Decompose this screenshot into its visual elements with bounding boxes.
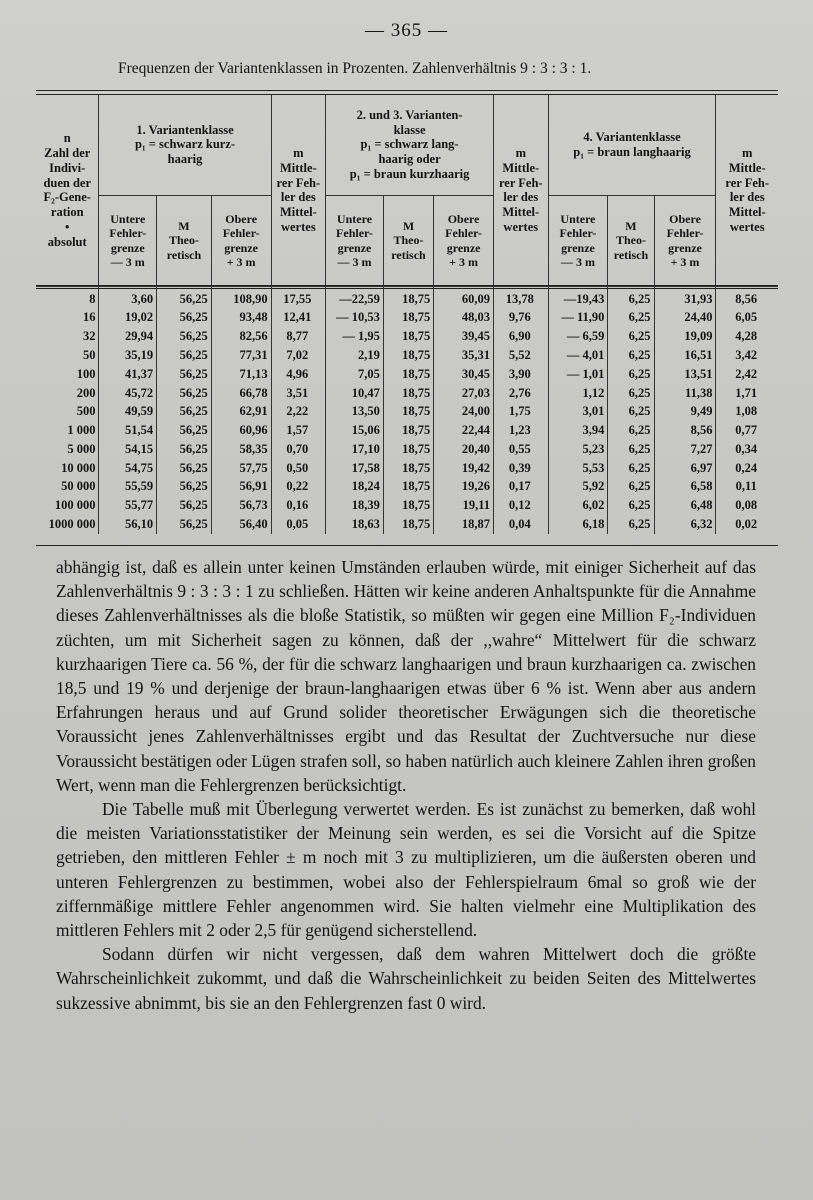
table-cell: 41,37 [99,365,157,384]
table-cell: 9,49 [654,402,716,421]
table-cell: —22,59 [326,286,384,308]
table-cell: 0,05 [271,515,326,534]
table-cell: 18,75 [383,383,433,402]
table-cell: 24,40 [654,308,716,327]
table-cell: 1,75 [494,402,549,421]
table-cell: 20,40 [434,440,494,459]
table-row [36,327,778,346]
table-row [36,286,778,308]
table-cell: 3,94 [548,421,608,440]
table-cell: 19,09 [654,327,716,346]
table-cell: 18,75 [383,365,433,384]
table-bottom-rule [36,545,778,546]
table-cell: 0,77 [716,421,778,440]
table-cell: 6,18 [548,515,608,534]
table-cell: 0,02 [716,515,778,534]
table-cell: 56,25 [157,459,212,478]
table-cell: 49,59 [99,402,157,421]
table-cell: 6,90 [494,327,549,346]
table-cell: 0,08 [716,496,778,515]
table-cell: 0,16 [271,496,326,515]
table-cell: 0,24 [716,459,778,478]
table-cell: 5,53 [548,459,608,478]
table-cell: 6,25 [608,383,654,402]
paragraph: Die Tabelle muß mit Überlegung verwertet werden. Es ist zunächst zu bemerken, daß wohl die meisten Variationsstatistiker der Meinung sein werden, es sei die Vorsicht auf die Spitze getrieben, den mittleren Fehler ± m noch mit 3 zu multiplizieren, um die äußersten oberen und unteren Fehlergrenzen zu bestimmen, wobei also der Fehlerspielraum 6mal so groß wie der ziffernmäßige mittlere Fehler angenommen wird. Sie halten vielmehr eine Multiplikation des mittleren Fehlers mit 2 oder 2,5 für genügend sicherstellend. [56,799,756,941]
frequency-table [36,95,778,534]
table-cell: 15,06 [326,421,384,440]
table-cell: 55,59 [99,477,157,496]
table-cell: 0,12 [494,496,549,515]
table-cell: 48,03 [434,308,494,327]
table-cell: 56,25 [157,286,212,308]
table-cell: 18,75 [383,402,433,421]
header-upper-limit: Obere Fehler- grenze + 3 m [211,195,271,286]
table-cell: 6,25 [608,477,654,496]
table-cell: 6,48 [654,496,716,515]
table-cell: 35,19 [99,346,157,365]
table-cell: 1,57 [271,421,326,440]
table-cell: 18,75 [383,327,433,346]
table-cell: 6,25 [608,308,654,327]
table-cell: 5,52 [494,346,549,365]
table-caption: Frequenzen der Variantenklassen in Prozenten. Zahlenverhältnis 9 : 3 : 3 : 1. [118,60,592,77]
table-cell: 2,22 [271,402,326,421]
header-upper-limit: Obere Fehler- grenze + 3 m [434,195,494,286]
table-cell: 0,22 [271,477,326,496]
table-cell: 19,42 [434,459,494,478]
table-cell: 56,25 [157,496,212,515]
table-cell: 62,91 [211,402,271,421]
header-lower-limit: Untere Fehler- grenze — 3 m [99,195,157,286]
table-row [36,365,778,384]
table-cell: 1000 000 [36,515,99,534]
table-top-rule [36,90,778,91]
table-cell: 77,31 [211,346,271,365]
table-cell: 56,25 [157,440,212,459]
table-cell: 56,25 [157,383,212,402]
table-cell: 12,41 [271,308,326,327]
table-cell: — 1,01 [548,365,608,384]
table-cell: 6,25 [608,286,654,308]
header-lower-limit: Untere Fehler- grenze — 3 m [548,195,608,286]
table-cell: 0,04 [494,515,549,534]
table-cell: 56,25 [157,365,212,384]
table-cell: 18,75 [383,477,433,496]
table-cell: 17,55 [271,286,326,308]
table-cell: 56,91 [211,477,271,496]
table-cell: 17,10 [326,440,384,459]
table-cell: —19,43 [548,286,608,308]
header-theoretical: M Theo- retisch [157,195,212,286]
table-cell: 6,05 [716,308,778,327]
header-class-4: 4. Variantenklasse p₁ = braun langhaarig [548,95,716,195]
table-cell: 18,63 [326,515,384,534]
table-cell: 0,34 [716,440,778,459]
page-number: — 365 — [365,20,448,41]
table-cell: 200 [36,383,99,402]
table-cell: 56,25 [157,515,212,534]
table-cell: 6,25 [608,327,654,346]
table-cell: 56,40 [211,515,271,534]
table-cell: 6,97 [654,459,716,478]
table-cell: 13,78 [494,286,549,308]
table-cell: 16,51 [654,346,716,365]
table-cell: 82,56 [211,327,271,346]
table-cell: 3,51 [271,383,326,402]
table-cell: 71,13 [211,365,271,384]
header-n-column: n Zahl der Indivi- duen der F₂-Gene- ration • absolut [36,95,99,286]
table-cell: 56,25 [157,402,212,421]
table-cell: 56,25 [157,346,212,365]
table-cell: 18,87 [434,515,494,534]
table-cell: 18,39 [326,496,384,515]
table-cell: 3,42 [716,346,778,365]
table-cell: 56,10 [99,515,157,534]
table-cell: 18,75 [383,515,433,534]
table-cell: 0,17 [494,477,549,496]
table-cell: 2,42 [716,365,778,384]
table-cell: 60,96 [211,421,271,440]
table-cell: 45,72 [99,383,157,402]
table-cell: 3,60 [99,286,157,308]
table-cell: 16 [36,308,99,327]
paragraph: abhängig ist, daß es allein unter keinen Umständen erlauben würde, mit einiger Sicherheit auf das Zahlenverhältnis 9 : 3 : 3 : 1 zu schließen. Hätten wir keine anderen Anhaltspunkte für die Annahme dieses Zahlenverhältnisses als die bloße Statistik, so müßten wir gegen eine Million F₂-Individuen züchten, um mit Sicherheit sagen zu können, daß der ,,wahre“ Mittelwert für die schwarz kurzhaarigen Tiere ca. 56 %, der für die schwarz langhaarigen und braun kurzhaarigen ca. zwischen 18,5 und 19 % und derjenige der braun-langhaarigen etwas über 6 % ist. Wenn aber aus andern Erfahrungen heraus und auf Grund solider theoretischer Erwägungen sich die theoretische Voraussicht jenes Zahlenverhältnisses ergibt und das Resultat der Zuchtversuche nur diese Voraussicht bestätigen oder Lügen strafen soll, so haben natürlich auch kleinere Zahlen ihren großen Wert, wenn man die Fehlergrenzen berücksichtigt. [56,557,756,795]
table-cell: — 10,53 [326,308,384,327]
table-cell: 3,01 [548,402,608,421]
table-cell: — 4,01 [548,346,608,365]
table-cell: 100 [36,365,99,384]
header-m-column: m Mittle- rer Feh- ler des Mittel- wertes [271,95,326,286]
table-cell: 13,51 [654,365,716,384]
table-cell: 56,73 [211,496,271,515]
table-row [36,402,778,421]
table-cell: 66,78 [211,383,271,402]
table-row [36,459,778,478]
table-cell: 57,75 [211,459,271,478]
header-m-column: m Mittle- rer Feh- ler des Mittel- wertes [716,95,778,286]
table-cell: 0,70 [271,440,326,459]
table-row [36,421,778,440]
table-row [36,496,778,515]
table-cell: 5 000 [36,440,99,459]
table-cell: 56,25 [157,477,212,496]
table-cell: 60,09 [434,286,494,308]
table-cell: 10 000 [36,459,99,478]
table-cell: 2,19 [326,346,384,365]
header-lower-limit: Untere Fehler- grenze — 3 m [326,195,384,286]
table-cell: 51,54 [99,421,157,440]
table-cell: 54,15 [99,440,157,459]
table-cell: 8,56 [716,286,778,308]
table-cell: 18,75 [383,459,433,478]
table-cell: 2,76 [494,383,549,402]
header-class-1: 1. Variantenklasse p₁ = schwarz kurz- haarig [99,95,271,195]
table-cell: 100 000 [36,496,99,515]
table-cell: 4,96 [271,365,326,384]
table-cell: 19,11 [434,496,494,515]
table-cell: 5,92 [548,477,608,496]
header-upper-limit: Obere Fehler- grenze + 3 m [654,195,716,286]
table-row [36,308,778,327]
table-cell: 39,45 [434,327,494,346]
table-cell: 6,25 [608,515,654,534]
table-cell: 27,03 [434,383,494,402]
table-cell: 32 [36,327,99,346]
table-cell: 7,27 [654,440,716,459]
table-cell: 8 [36,286,99,308]
table-cell: 7,02 [271,346,326,365]
table-cell: 54,75 [99,459,157,478]
table-cell: 7,05 [326,365,384,384]
header-theoretical: M Theo- retisch [383,195,433,286]
table-cell: 1,71 [716,383,778,402]
table-cell: 6,25 [608,421,654,440]
table-cell: 500 [36,402,99,421]
table-cell: 3,90 [494,365,549,384]
table-cell: 58,35 [211,440,271,459]
table-cell: 1 000 [36,421,99,440]
table-cell: 6,25 [608,402,654,421]
table-cell: — 6,59 [548,327,608,346]
table-cell: 6,25 [608,459,654,478]
table-cell: 6,32 [654,515,716,534]
table-cell: 29,94 [99,327,157,346]
table-cell: 18,75 [383,440,433,459]
table-cell: 18,75 [383,496,433,515]
table-row [36,383,778,402]
table-cell: 108,90 [211,286,271,308]
table-cell: 18,75 [383,421,433,440]
table-cell: 31,93 [654,286,716,308]
table-row [36,440,778,459]
table-cell: 35,31 [434,346,494,365]
table-cell: 1,23 [494,421,549,440]
table-cell: 0,11 [716,477,778,496]
table-cell: 8,77 [271,327,326,346]
table-cell: 50 000 [36,477,99,496]
table-cell: 18,75 [383,308,433,327]
table-row [36,477,778,496]
header-theoretical: M Theo- retisch [608,195,654,286]
table-cell: 30,45 [434,365,494,384]
header-class-2-3: 2. und 3. Varianten- klasse p₁ = schwarz lang- haarig oder p₁ = braun kurzhaarig [326,95,494,195]
table-cell: 1,12 [548,383,608,402]
table-cell: 5,23 [548,440,608,459]
table-cell: 8,56 [654,421,716,440]
table-cell: 56,25 [157,327,212,346]
table-cell: 0,55 [494,440,549,459]
table-cell: 4,28 [716,327,778,346]
table-row [36,515,778,534]
table-cell: 6,58 [654,477,716,496]
table-cell: 18,75 [383,346,433,365]
table-row [36,346,778,365]
table-cell: 50 [36,346,99,365]
table-cell: 6,25 [608,346,654,365]
table-cell: — 1,95 [326,327,384,346]
table-cell: 19,26 [434,477,494,496]
paragraph: Sodann dürfen wir nicht vergessen, daß dem wahren Mittelwert doch die größte Wahrscheinlichkeit zukommt, und daß die Wahrscheinlichkeit zu beiden Seiten des Mittelwertes sukzessive abnimmt, bis sie an den Fehlergrenzen fast 0 wird. [56,944,756,1013]
table-cell: 18,24 [326,477,384,496]
table-cell: 6,25 [608,496,654,515]
table-cell: 93,48 [211,308,271,327]
table-cell: 10,47 [326,383,384,402]
table-cell: 0,39 [494,459,549,478]
table-cell: 6,25 [608,365,654,384]
table-cell: 9,76 [494,308,549,327]
table-cell: 13,50 [326,402,384,421]
table-cell: 24,00 [434,402,494,421]
table-cell: 1,08 [716,402,778,421]
table-cell: 11,38 [654,383,716,402]
table-cell: 0,50 [271,459,326,478]
body-text [56,555,756,1015]
table-cell: 56,25 [157,308,212,327]
header-m-column: m Mittle- rer Feh- ler des Mittel- wertes [494,95,549,286]
table-cell: 56,25 [157,421,212,440]
table-cell: 17,58 [326,459,384,478]
table-cell: 19,02 [99,308,157,327]
table-cell: — 11,90 [548,308,608,327]
table-cell: 22,44 [434,421,494,440]
table-cell: 6,02 [548,496,608,515]
table-cell: 18,75 [383,286,433,308]
table-cell: 6,25 [608,440,654,459]
table-cell: 55,77 [99,496,157,515]
